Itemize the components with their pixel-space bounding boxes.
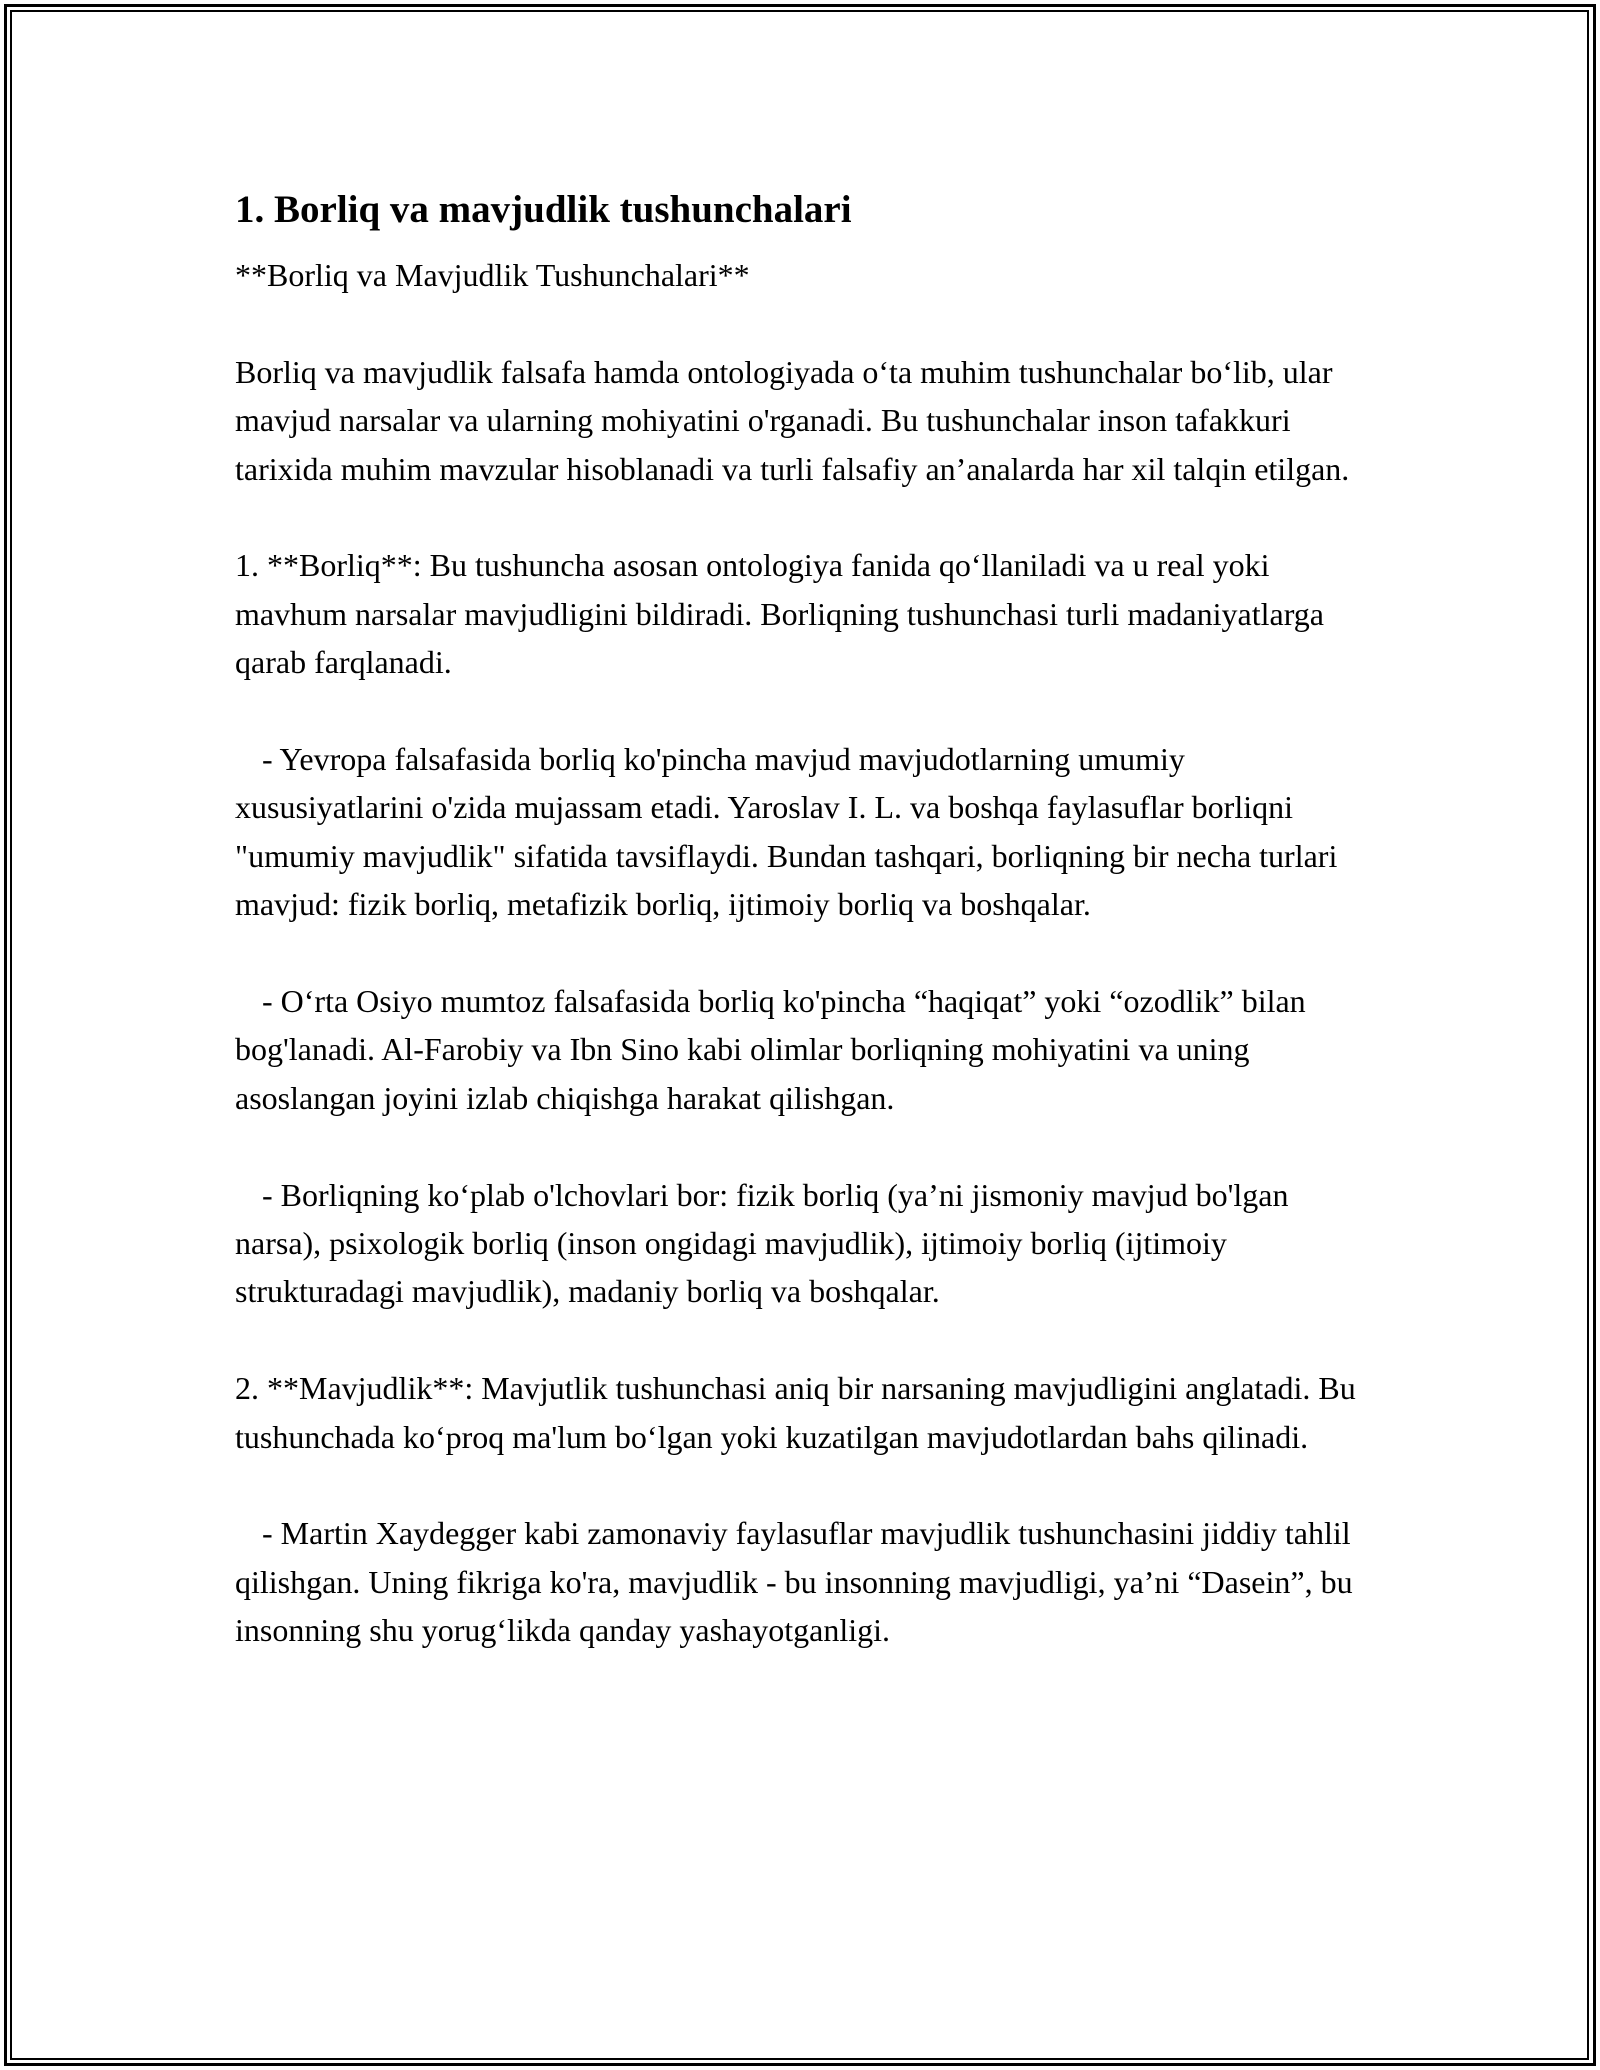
paragraph-olchovlar: - Borliqning ko‘plab o'lchovlari bor: fizik borliq (ya’ni jismoniy mavjud bo'lgan narsa), psixologik borliq (inson ongidagi mavjudlik), ijtimoiy borliq (ijtimoiy strukturadagi mavjudlik), madaniy borliq va boshqalar. (235, 1176, 1289, 1310)
paragraph-yevropa: - Yevropa falsafasida borliq ko'pincha mavjud mavjudotlarning umumiy xususiyatlarini o'zida mujassam etadi. Yaroslav I. L. va boshqa faylasuflar borliqni "umumiy mavjudlik" sifatida tavsiflaydi. Bundan tashqari, borliqning bir necha turlari mavjud: fizik borliq, metafizik borliq, ijtimoiy borliq va boshqalar. (235, 741, 1338, 923)
paragraph-borliq: 1. **Borliq**: Bu tushuncha asosan ontologiya fanida qo‘llaniladi va u real yoki mavhum narsalar mavjudligini bildiradi. Borliqning tushunchasi turli madaniyatlarga qarab farqlanadi. (235, 547, 1324, 681)
section-heading: 1. Borliq va mavjudlik tushunchalari (235, 188, 852, 231)
paragraph-intro: Borliq va mavjudlik falsafa hamda ontologiyada o‘ta muhim tushunchalar bo‘lib, ular mavjud narsalar va ularning mohiyatini o'rganadi. Bu tushunchalar inson tafakkuri tarixida muhim mavzular hisoblanadi va turli falsafiy an’analarda har xil talqin etilgan. (235, 353, 1350, 487)
document-body (235, 186, 1375, 1703)
document-subtitle: **Borliq va Mavjudlik Tushunchalari** (235, 257, 750, 293)
paragraph-orta-osiyo: - O‘rta Osiyo mumtoz falsafasida borliq ko'pincha “haqiqat” yoki “ozodlik” bilan bog'lanadi. Al-Farobiy va Ibn Sino kabi olimlar borliqning mohiyatini va uning asoslangan joyini izlab chiqishga harakat qilishgan. (235, 983, 1306, 1116)
paragraph-xaydegger: - Martin Xaydegger kabi zamonaviy faylasuflar mavjudlik tushunchasini jiddiy tahlil qilishgan. Uning fikriga ko'ra, mavjudlik - bu insonning mavjudligi, ya’ni “Dasein”, bu insonning shu yorug‘likda qanday yashayotganligi. (235, 1515, 1353, 1649)
paragraph-mavjudlik: 2. **Mavjudlik**: Mavjutlik tushunchasi aniq bir narsaning mavjudligini anglatadi. Bu tushunchada ko‘proq ma'lum bo‘lgan yoki kuzatilgan mavjudotlardan bahs qilinadi. (235, 1370, 1356, 1455)
